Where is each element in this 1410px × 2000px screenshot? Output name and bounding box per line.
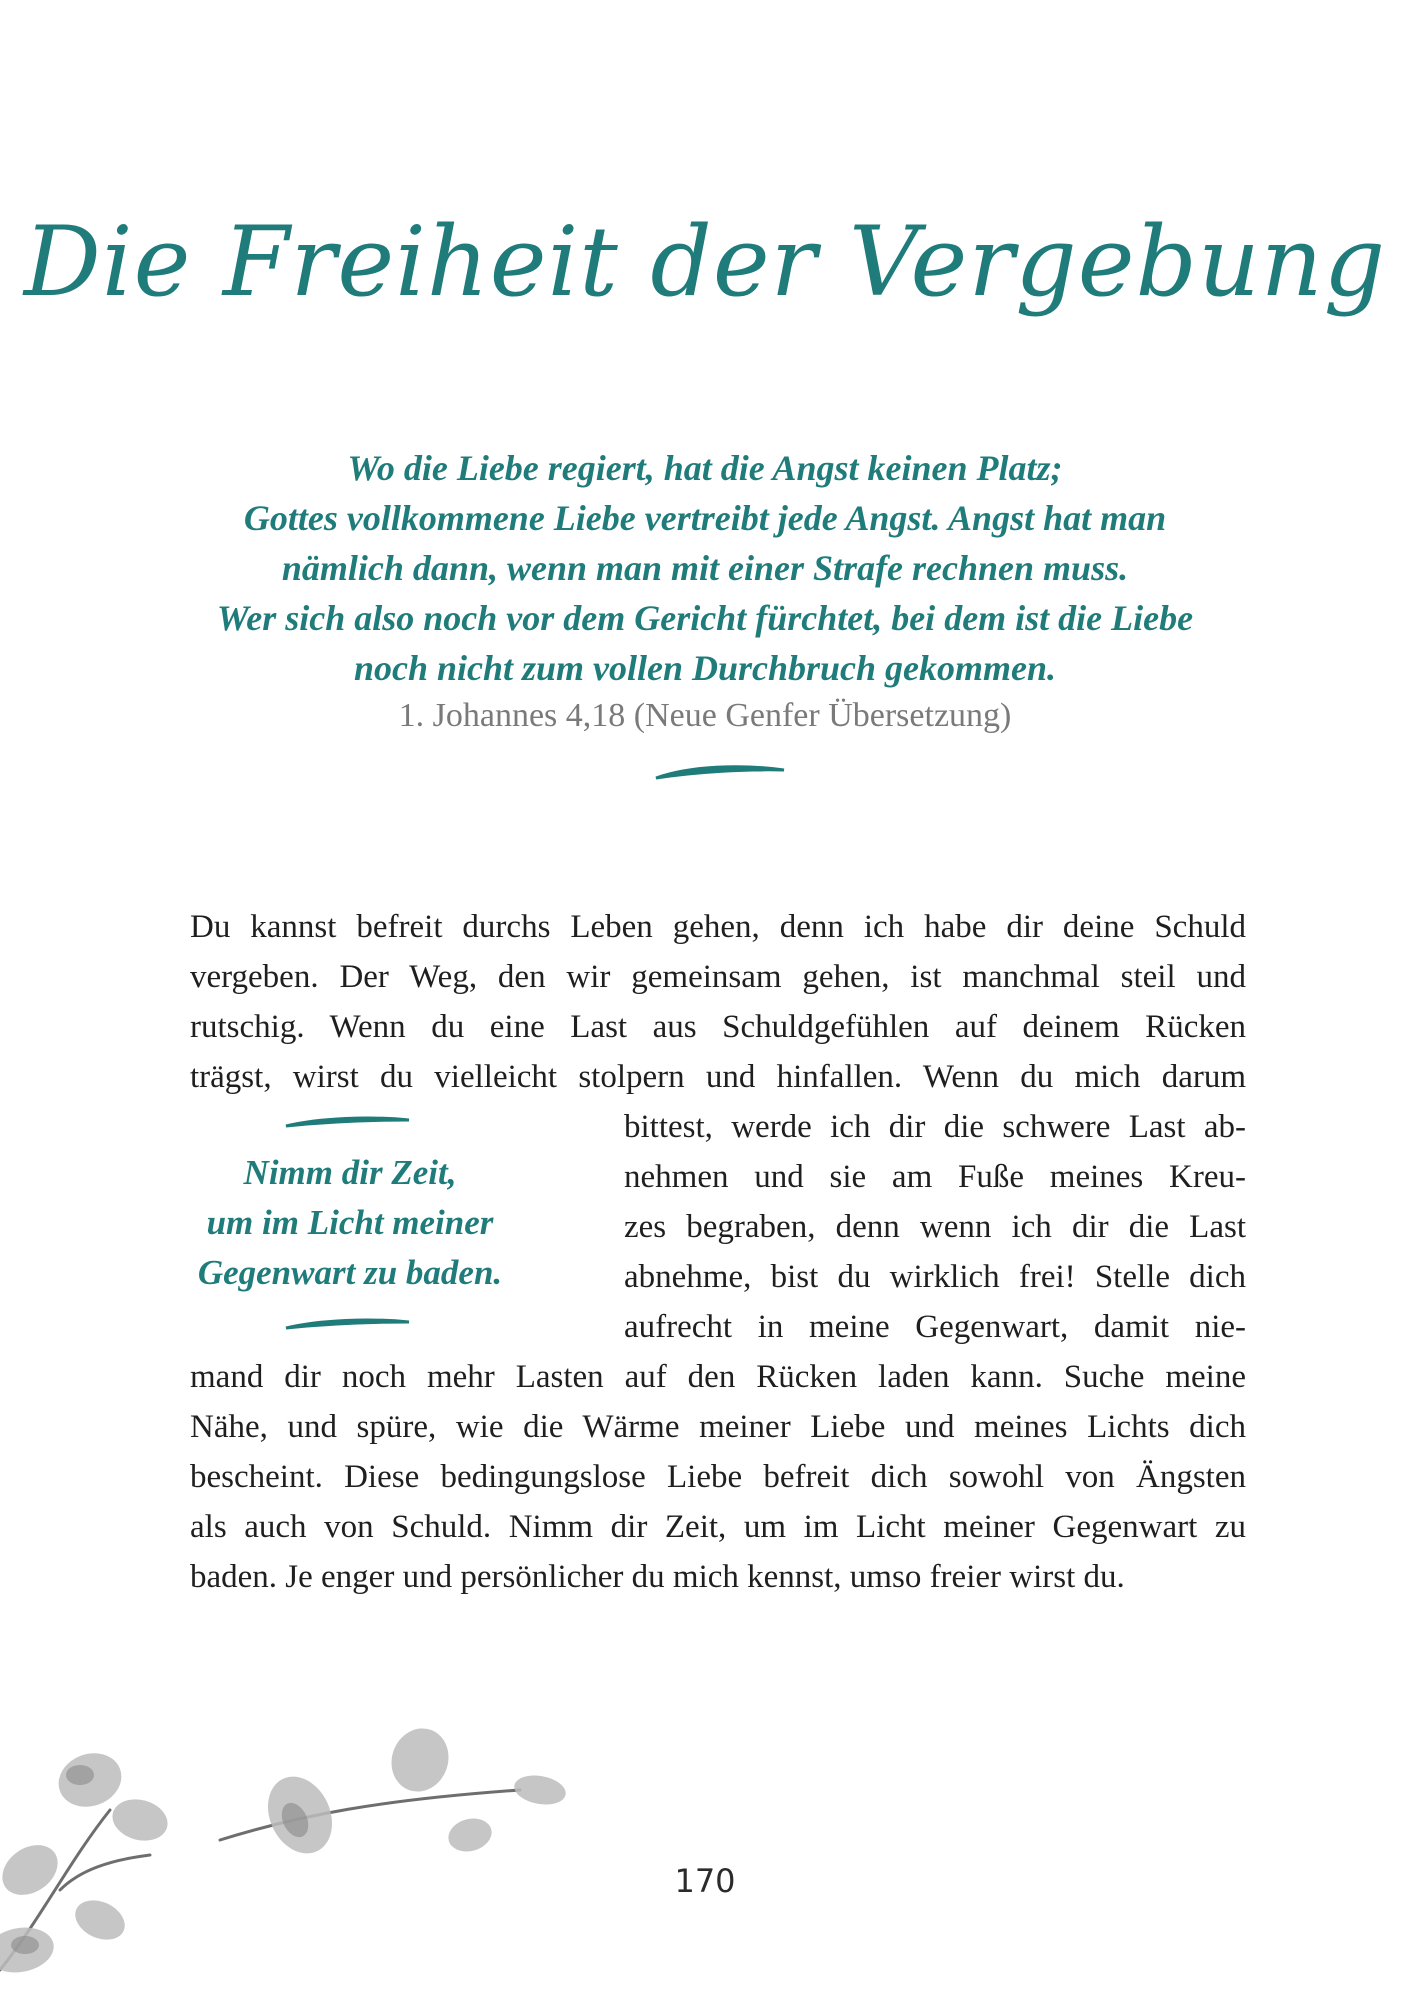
body-line: Du kannst befreit durchs Leben gehen, denn ich habe dir deine Schuld — [190, 909, 1246, 945]
page-title: Die Freiheit der Vergebung — [23, 206, 1387, 318]
body-line: aufrecht in meine Gegenwart, damit nie- — [624, 1309, 1246, 1345]
verse-line: Wo die Liebe regiert, hat die Angst keinen Platz; — [347, 448, 1063, 488]
eucalyptus-leaves-illustration — [0, 1720, 620, 2000]
body-line: vergeben. Der Weg, den wir gemeinsam gehen, ist manchmal steil und — [190, 959, 1246, 995]
pull-quote-line: Nimm dir Zeit, — [243, 1153, 457, 1192]
body-line: zes begraben, denn wenn ich dir die Last — [624, 1209, 1246, 1245]
body-line: abnehme, bist du wirklich frei! Stelle dich — [624, 1259, 1246, 1295]
verse-line: noch nicht zum vollen Durchbruch gekommen. — [353, 648, 1057, 688]
body-line: bescheint. Diese bedingungslose Liebe befreit dich sowohl von Ängsten — [190, 1459, 1246, 1495]
verse-line: Gottes vollkommene Liebe vertreibt jede Angst. Angst hat man — [243, 498, 1167, 538]
body-line: trägst, wirst du vielleicht stolpern und hinfallen. Wenn du mich darum — [190, 1059, 1246, 1095]
body-line: rutschig. Wenn du eine Last aus Schuldgefühlen auf deinem Rücken — [190, 1009, 1246, 1045]
body-line: als auch von Schuld. Nimm dir Zeit, um im Licht meiner Gegenwart zu — [190, 1509, 1246, 1545]
pull-quote — [150, 1148, 550, 1298]
verse-line: Wer sich also noch vor dem Gericht fürchtet, bei dem ist die Liebe — [216, 598, 1194, 638]
verse-line: nämlich dann, wenn man mit einer Strafe rechnen muss. — [281, 548, 1129, 588]
bible-verse — [120, 443, 1290, 693]
body-line: bittest, werde ich dir die schwere Last ab- — [624, 1109, 1246, 1145]
pull-quote-line: Gegenwart zu baden. — [197, 1253, 503, 1292]
body-line: mand dir noch mehr Lasten auf den Rücken laden kann. Suche meine — [190, 1359, 1246, 1395]
body-line: nehmen und sie am Fuße meines Kreu- — [624, 1159, 1246, 1195]
pull-quote-line: um im Licht meiner — [206, 1203, 494, 1242]
swash-divider-quote-top — [280, 1108, 415, 1138]
swash-divider-quote-bottom — [280, 1310, 415, 1340]
verse-reference: 1. Johannes 4,18 (Neue Genfer Übersetzung) — [398, 697, 1012, 734]
page-number: 170 — [674, 1862, 736, 1900]
body-line: Nähe, und spüre, wie die Wärme meiner Liebe und meines Lichts dich — [190, 1409, 1246, 1445]
swash-divider-verse — [650, 758, 790, 788]
body-line: baden. Je enger und persönlicher du mich kennst, umso freier wirst du. — [190, 1559, 1125, 1595]
